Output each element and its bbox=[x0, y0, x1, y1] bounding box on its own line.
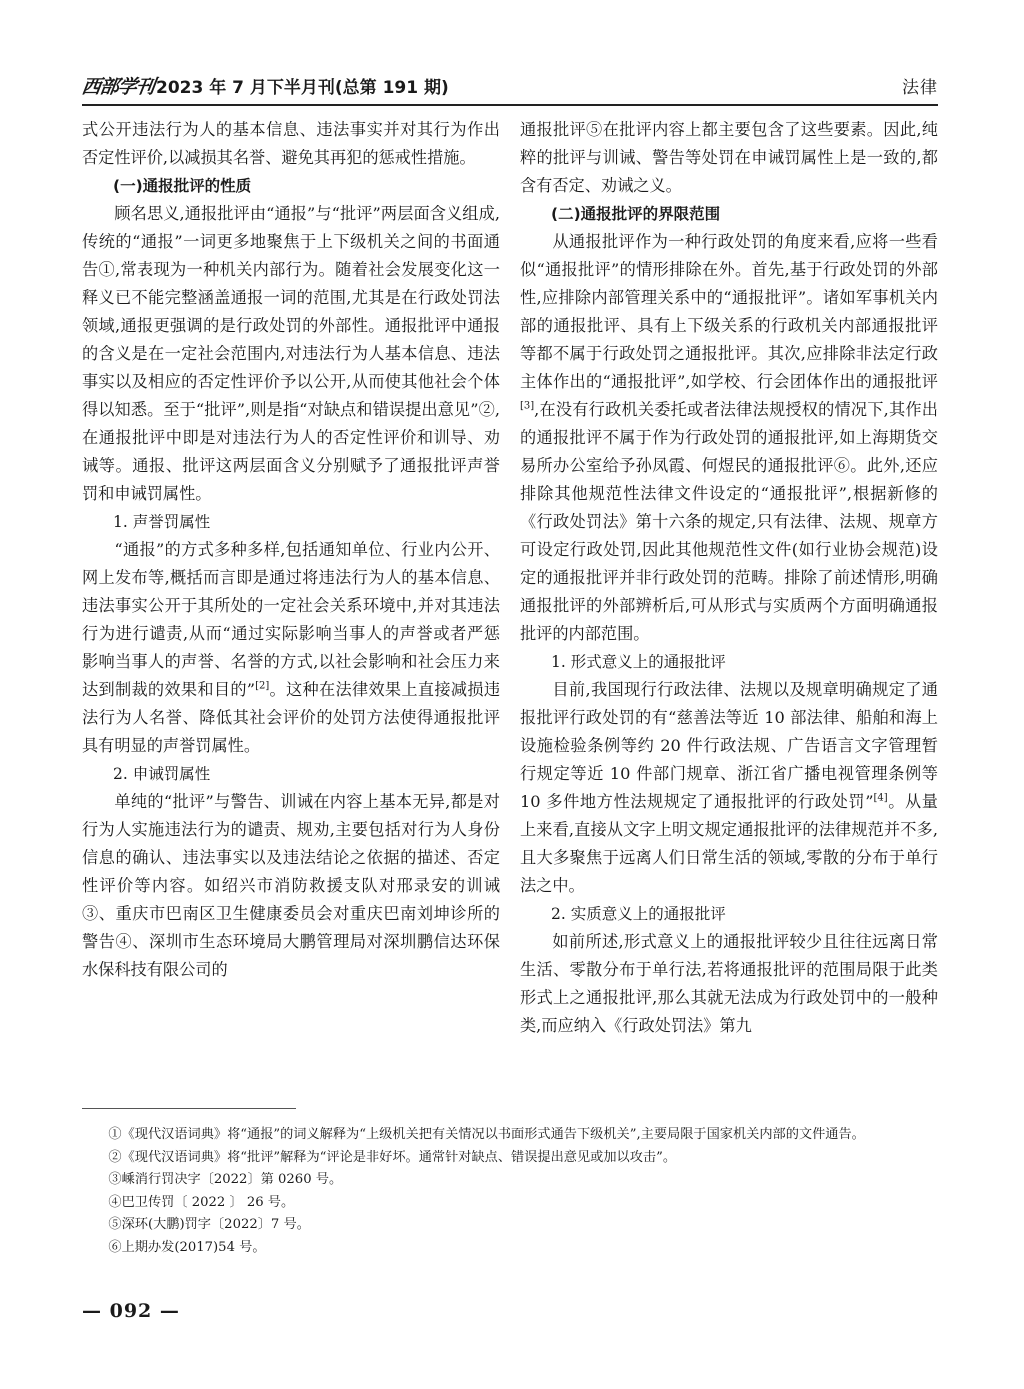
subsection-heading: 1. 声誉罚属性 bbox=[113, 513, 211, 531]
header-rule bbox=[82, 104, 938, 106]
left-column bbox=[82, 116, 500, 984]
section-label: 法律 bbox=[902, 77, 938, 98]
paragraph: 通报批评⑤在批评内容上都主要包含了这些要素。因此,纯粹的批评与训诫、警告等处罚在申诫罚属性上是一致的,都含有否定、劝诫之义。 bbox=[520, 120, 938, 195]
paragraph: 从通报批评作为一种行政处罚的角度来看,应将一些看似“通报批评”的情形排除在外。首先,基于行政处罚的外部性,应排除内部管理关系中的“通报批评”。诸如军事机关内部的通报批评、具有上下级关系的行政机关内部通报批评等都不属于行政处罚之通报批评。其次,应排除非法定行政主体作出的“通报批评”,如学校、行会团体作出的通报批评[3],在没有行政机关委托或者法律法规授权的情况下,其作出的通报批评不属于作为行政处罚的通报批评,如上海期货交易所办公室给予孙凤霞、何煜民的通报批评⑥。此外,还应排除其他规范性法律文件设定的“通报批评”,根据新修的《行政处罚法》第十六条的规定,只有法律、法规、规章方可设定行政处罚,因此其他规范性文件(如行业协会规范)设定的通报批评并非行政处罚的范畴。排除了前述情形,明确通报批评的外部辨析后,可从形式与实质两个方面明确通报批评的内部范围。 bbox=[520, 232, 938, 643]
paragraph: “通报”的方式多种多样,包括通知单位、行业内公开、网上发布等,概括而言即是通过将违法行为人的基本信息、违法事实公开于其所处的一定社会关系环境中,并对其违法行为进行谴责,从而“通过实际影响当事人的声誉或者严惩影响当事人的声誉、名誉的方式,以社会影响和社会压力来达到制裁的效果和目的”[2]。这种在法律效果上直接减损违法行为人名誉、降低其社会评价的处罚方法使得通报批评具有明显的声誉罚属性。 bbox=[82, 540, 501, 755]
footnote-rule bbox=[82, 1108, 296, 1109]
right-column bbox=[520, 116, 938, 1040]
paragraph: 目前,我国现行行政法律、法规以及规章明确规定了通报批评行政处罚的有“慈善法等近 10 部法律、船舶和海上设施检验条例等约 20 件行政法规、广告语言文字管理暂行规定等近 10 件部门规章、浙江省广播电视管理条例等 10 多件地方性法规规定了通报批评的行政处罚”[4]。从量上来看,直接从文字上明文规定通报批评的法律规范并不多,且大多聚焦于远离人们日常生活的领域,零散的分布于单行法之中。 bbox=[520, 680, 938, 895]
paragraph: 单纯的“批评”与警告、训诫在内容上基本无异,都是对行为人实施违法行为的谴责、规劝,主要包括对行为人身份信息的确认、违法事实以及违法结论之依据的描述、否定性评价等内容。如绍兴市消防救援支队对邢录安的训诫③、重庆市巴南区卫生健康委员会对重庆巴南刘坤诊所的警告④、深圳市生态环境局大鹏管理局对深圳鹏信达环保水保科技有限公司的 bbox=[82, 792, 500, 979]
subsection-heading: 2. 实质意义上的通报批评 bbox=[551, 905, 726, 923]
issue-info: 2023 年 7 月下半月刊(总第 191 期) bbox=[156, 77, 449, 98]
running-header bbox=[82, 70, 938, 100]
journal-logo: 西部学刊 bbox=[80, 75, 156, 98]
footnote: ②《现代汉语词典》将“批评”解释为“评论是非好坏。通常针对缺点、错误提出意见或加以攻击”。 bbox=[108, 1149, 677, 1165]
footnote: ④巴卫传罚〔 2022 〕 26 号。 bbox=[108, 1194, 295, 1210]
footnote: ⑤深环(大鹏)罚字〔2022〕7 号。 bbox=[108, 1217, 310, 1232]
footnotes bbox=[82, 1124, 938, 1259]
page-number: — 092 — bbox=[82, 1300, 180, 1322]
section-heading: (二)通报批评的界限范围 bbox=[551, 205, 721, 223]
footnote: ①《现代汉语词典》将“通报”的词义解释为“上级机关把有关情况以书面形式通告下级机关”,主要局限于国家机关内部的文件通告。 bbox=[108, 1127, 865, 1142]
paragraph: 顾名思义,通报批评由“通报”与“批评”两层面含义组成,传统的“通报”一词更多地聚焦于上下级机关之间的书面通告①,常表现为一种机关内部行为。随着社会发展变化这一释义已不能完整涵盖通报一词的范围,尤其是在行政处罚法领域,通报更强调的是行政处罚的外部性。通报批评中通报的含义是在一定社会范围内,对违法行为人基本信息、违法事实以及相应的否定性评价予以公开,从而使其他社会个体得以知悉。至于“批评”,则是指“对缺点和错误提出意见”②,在通报批评中即是对违法行为人的否定性评价和训导、劝诫等。通报、批评这两层面含义分别赋予了通报批评声誉罚和申诫罚属性。 bbox=[82, 204, 500, 503]
header-left bbox=[82, 72, 449, 99]
paragraph: 式公开违法行为人的基本信息、违法事实并对其行为作出否定性评价,以减损其名誉、避免其再犯的惩戒性措施。 bbox=[82, 120, 500, 167]
subsection-heading: 2. 申诫罚属性 bbox=[113, 765, 211, 783]
subsection-heading: 1. 形式意义上的通报批评 bbox=[551, 653, 726, 671]
footnote: ⑥上期办发(2017)54 号。 bbox=[108, 1239, 266, 1255]
paragraph: 如前所述,形式意义上的通报批评较少且往往远离日常生活、零散分布于单行法,若将通报批评的范围局限于此类形式上之通报批评,那么其就无法成为行政处罚中的一般种类,而应纳入《行政处罚法》第九 bbox=[520, 932, 938, 1035]
section-heading: (一)通报批评的性质 bbox=[113, 177, 252, 195]
footnote: ③嵊消行罚决字〔2022〕第 0260 号。 bbox=[108, 1172, 343, 1187]
